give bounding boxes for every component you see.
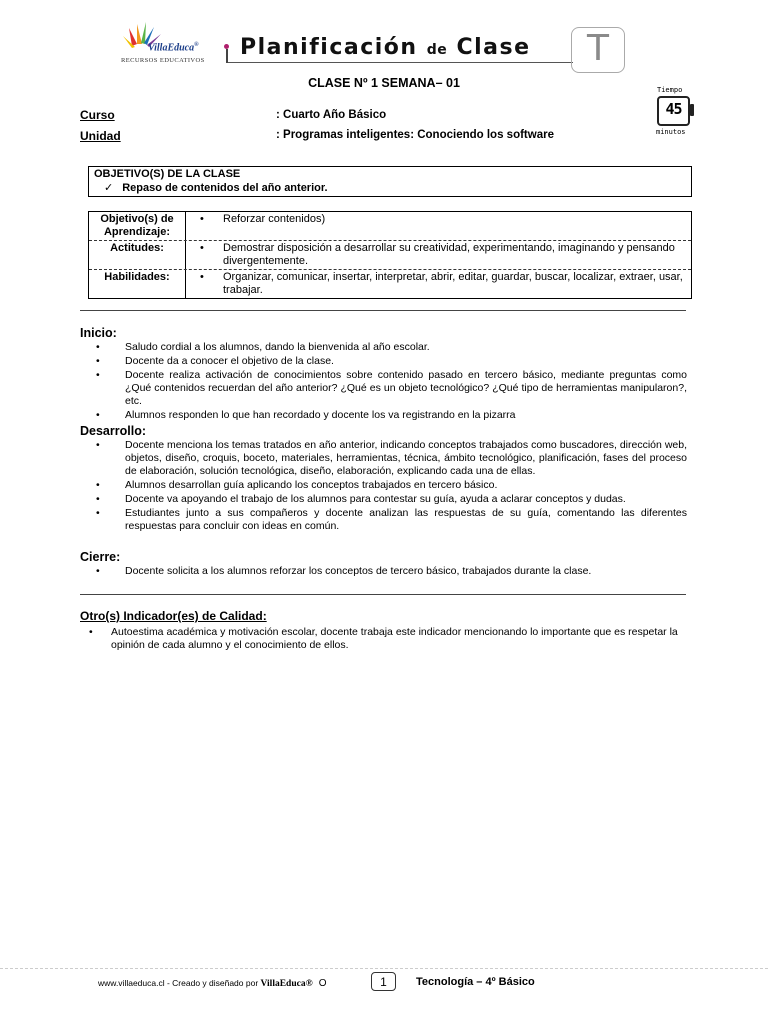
- table-row: [89, 212, 691, 240]
- clase-title: CLASE Nº 1 SEMANA– 01: [308, 76, 460, 90]
- table-row: [89, 269, 691, 298]
- section-divider: [80, 310, 686, 311]
- page-title: Planificación de Clase: [240, 35, 531, 60]
- list-item: • Estudiantes junto a sus compañeros y docente analizan las respuestas de su guía, comentando las diferentes respuestas para concluir con ideas en común.: [96, 507, 687, 532]
- curso-label: Curso: [80, 108, 115, 122]
- title-line-decoration: [226, 49, 228, 63]
- list-item: • Autoestima académica y motivación escolar, docente trabaja este indicador mencionando lo importante que es respetar la opinión de cada alumno y el conocimiento de ellos.: [89, 626, 678, 651]
- objetivo-item: ✓ Repaso de contenidos del año anterior.: [104, 181, 328, 194]
- objectives-table: [88, 211, 692, 299]
- timer-knob-icon: [690, 104, 694, 116]
- inicio-title: Inicio:: [80, 326, 117, 340]
- curso-value: : Cuarto Año Básico: [276, 109, 387, 121]
- timer-top-label: Tiempo: [657, 86, 683, 94]
- subject-letter-badge: T: [571, 27, 625, 73]
- footer-subject: Tecnología – 4º Básico: [416, 976, 535, 988]
- inicio-section: [80, 326, 687, 423]
- row-label: Actitudes:: [89, 241, 186, 269]
- cierre-title: Cierre:: [80, 550, 121, 564]
- list-item: • Alumnos responden lo que han recordado y docente los va registrando en la pizarra: [96, 409, 516, 421]
- unidad-label: Unidad: [80, 129, 121, 143]
- footer-divider: [0, 968, 768, 969]
- section-divider: [80, 594, 686, 595]
- objetivo-box: [88, 166, 692, 197]
- list-item: • Docente menciona los temas tratados en año anterior, indicando conceptos trabajados como buscadores, dirección web, objetos, diseño, croquis, boceto, materiales, herramientas, técnica, ámbito tecnológico, planificación, fases del proceso de elaboración, solución tecnológica, diseño, elaboración, explicando cada una de ellas.: [96, 439, 687, 477]
- list-item: • Docente realiza activación de conocimientos sobre contenido pasado en tercero básico, mediante preguntas como ¿Qué contenidos recuerdan del año anterior? ¿Qué es un objeto tecnológico? ¿Qué tipo de herramientas manipularon?, etc.: [96, 369, 687, 407]
- page-number: 1: [371, 972, 396, 991]
- check-icon: ✓: [104, 181, 114, 194]
- logo-subtitle: RECURSOS EDUCATIVOS: [121, 57, 205, 64]
- objetivo-header: OBJETIVO(S) DE LA CLASE: [94, 168, 241, 180]
- list-item: • Alumnos desarrollan guía aplicando los conceptos trabajados en tercero básico.: [96, 479, 498, 491]
- list-item: • Saludo cordial a los alumnos, dando la bienvenida al año escolar.: [96, 341, 430, 353]
- table-row: [89, 240, 691, 269]
- desarrollo-section: [80, 424, 687, 534]
- footer-credits: www.villaeduca.cl - Creado y diseñado por VillaEduca® O: [98, 978, 327, 989]
- timer-minutes: 45: [665, 100, 682, 118]
- row-value: • Organizar, comunicar, insertar, interpretar, abrir, editar, guardar, buscar, localizar, extraer, usar, trabajar.: [200, 271, 683, 296]
- logo-name: VillaEduca®: [148, 42, 199, 54]
- inicio-list: [80, 341, 687, 422]
- cierre-list: [80, 565, 687, 578]
- title-underline: [228, 62, 573, 63]
- otros-list: [80, 626, 687, 652]
- row-value: • Demostrar disposición a desarrollar su creatividad, experimentando, imaginando y pensando divergentemente.: [200, 242, 675, 267]
- row-value: • Reforzar contenidos): [200, 213, 326, 225]
- desarrollo-list: [80, 439, 687, 533]
- list-item: • Docente solicita a los alumnos reforzar los conceptos de tercero básico, trabajados durante la clase.: [96, 565, 592, 577]
- desarrollo-title: Desarrollo:: [80, 424, 146, 438]
- list-item: • Docente da a conocer el objetivo de la clase.: [96, 355, 334, 367]
- row-label: Objetivo(s) de Aprendizaje:: [89, 212, 186, 240]
- otros-title: Otro(s) Indicador(es) de Calidad:: [80, 609, 267, 623]
- timer-bottom-label: minutos: [656, 128, 686, 136]
- row-label: Habilidades:: [89, 270, 186, 298]
- list-item: • Docente va apoyando el trabajo de los alumnos para contestar su guía, ayuda a aclarar conceptos y dudas.: [96, 493, 626, 505]
- unidad-value: : Programas inteligentes: Conociendo los software: [276, 129, 554, 141]
- cierre-section: [80, 550, 687, 579]
